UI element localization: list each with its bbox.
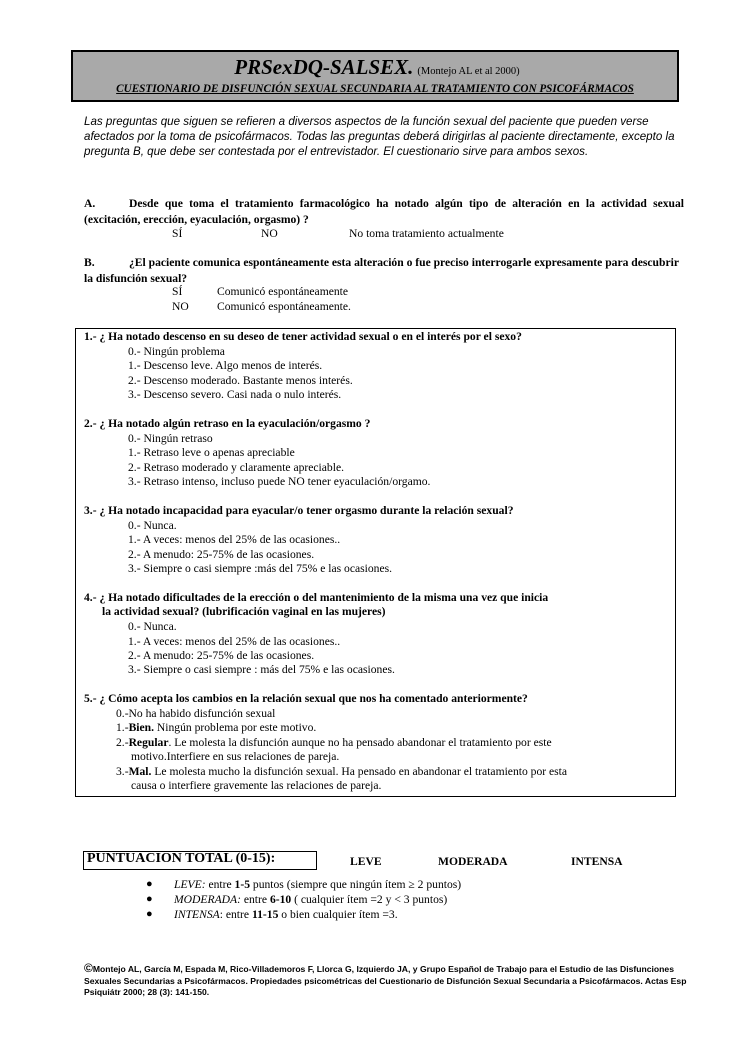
scoring-leve-post: puntos (siempre que ningún ítem ≥ 2 puntos)	[250, 878, 462, 891]
header-subtitle: CUESTIONARIO DE DISFUNCIÓN SEXUAL SECUNDARIA AL TRATAMIENTO CON PSICOFÁRMACOS	[116, 83, 634, 95]
item-5-option-2-number: 2.-	[116, 736, 129, 749]
item-4-option-1[interactable]: 1.- A veces: menos del 25% de las ocasiones..	[128, 635, 341, 648]
question-a-option-no[interactable]: NO	[261, 227, 278, 240]
question-b-option-si-text: Comunicó espontáneamente	[217, 285, 349, 298]
question-a-text: Desde que toma el tratamiento farmacológico ha notado algún tipo de alteración en la actividad sexual (excitación, erección, eyaculación, orgasmo) ?	[84, 197, 684, 226]
item-4-question-cont: la actividad sexual? (lubrificación vaginal en las mujeres)	[102, 605, 386, 618]
item-2-option-0[interactable]: 0.- Ningún retraso	[128, 432, 213, 445]
item-2-option-1[interactable]: 1.- Retraso leve o apenas apreciable	[128, 446, 295, 459]
item-5-option-1-number: 1.-	[116, 721, 129, 734]
title-citation: (Montejo AL et al 2000)	[417, 66, 520, 77]
item-5-option-2-rating: Regular	[128, 736, 169, 749]
item-1-question: 1.- ¿ Ha notado descenso en su deseo de tener actividad sexual o en el interés por el sexo?	[84, 330, 522, 343]
citation	[84, 963, 696, 999]
item-1-option-0[interactable]: 0.- Ningún problema	[128, 345, 225, 358]
item-5-option-0[interactable]: 0.-No ha habido disfunción sexual	[116, 707, 276, 720]
scoring-moderada-range: 6-10	[269, 893, 292, 906]
scoring-moderada	[146, 893, 448, 906]
item-3-option-2[interactable]: 2.- A menudo: 25-75% de las ocasiones.	[128, 548, 315, 561]
bullet-icon: ●	[146, 878, 153, 890]
scoring-intensa-pre: : entre	[219, 908, 252, 921]
scoring-leve-name: LEVE:	[174, 878, 206, 891]
question-a-option-none[interactable]: No toma tratamiento actualmente	[349, 227, 504, 240]
category-leve[interactable]: LEVE	[350, 855, 382, 868]
item-1-option-1[interactable]: 1.- Descenso leve. Algo menos de interés.	[128, 359, 323, 372]
bullet-icon: ●	[146, 908, 153, 920]
item-4-option-3[interactable]: 3.- Siempre o casi siempre : más del 75% e las ocasiones.	[128, 663, 395, 676]
scoring-intensa-post: o bien cualquier ítem =3.	[278, 908, 398, 921]
question-b-option-no-key[interactable]: NO	[172, 300, 189, 313]
copyright-icon: ©	[84, 961, 93, 975]
scoring-intensa	[146, 908, 398, 921]
item-5-option-1-text: Ningún problema por este motivo.	[154, 721, 317, 734]
scoring-leve	[146, 878, 462, 891]
item-5-option-1-rating: Bien.	[128, 721, 155, 734]
item-3-option-3[interactable]: 3.- Siempre o casi siempre :más del 75% e las ocasiones.	[128, 562, 393, 575]
scoring-moderada-name: MODERADA:	[174, 893, 241, 906]
intro-paragraph: Las preguntas que siguen se refieren a diversos aspectos de la función sexual del paciente que pueden verse afectados por la toma de psicofármacos. Todas las preguntas deberá dirigirlas al paciente directamente, excepto la pregunta B, que debe ser contestada por el entrevistador. El cuestionario sirve para ambos sexos.	[84, 115, 675, 158]
item-5-option-2[interactable]	[116, 736, 552, 749]
item-3-option-0[interactable]: 0.- Nunca.	[128, 519, 177, 532]
item-3-question: 3.- ¿ Ha notado incapacidad para eyacular/o tener orgasmo durante la relación sexual?	[84, 504, 514, 517]
question-b-text: ¿El paciente comunica espontáneamente esta alteración o fue preciso interrogarle expresamente para descubrir la disfunción sexual?	[84, 256, 679, 285]
scoring-intensa-name: INTENSA	[174, 908, 220, 921]
item-1-option-2[interactable]: 2.- Descenso moderado. Bastante menos interés.	[128, 374, 353, 387]
item-5-option-3-rating: Mal.	[128, 765, 152, 778]
item-5-option-3[interactable]	[116, 765, 567, 778]
scoring-moderada-post: ( cualquier ítem =2 y < 3 puntos)	[291, 893, 448, 906]
question-b-label: B.	[84, 256, 95, 269]
question-a-label: A.	[84, 197, 96, 210]
total-score-label: PUNTUACION TOTAL (0-15):	[87, 851, 276, 866]
scoring-leve-range: 1-5	[234, 878, 250, 891]
question-a	[84, 196, 684, 228]
item-2-question: 2.- ¿ Ha notado algún retraso en la eyaculación/orgasmo ?	[84, 417, 371, 430]
item-5-question: 5.- ¿ Cómo acepta los cambios en la relación sexual que nos ha comentado anteriormente?	[84, 692, 528, 705]
item-3-option-1[interactable]: 1.- A veces: menos del 25% de las ocasiones..	[128, 533, 341, 546]
item-5-option-1[interactable]	[116, 721, 316, 734]
item-5-option-3-text: Le molesta mucho la disfunción sexual. Ha pensado en abandonar el tratamiento por esta	[151, 765, 568, 778]
item-2-option-3[interactable]: 3.- Retraso intenso, incluso puede NO tener eyaculación/orgamo.	[128, 475, 431, 488]
item-5-option-2-cont: motivo.Interfiere en sus relaciones de pareja.	[131, 750, 340, 763]
scoring-leve-pre: entre	[205, 878, 235, 891]
category-moderada[interactable]: MODERADA	[438, 855, 508, 868]
item-4-question: 4.- ¿ Ha notado dificultades de la erección o del mantenimiento de la misma una vez que inicia	[84, 591, 549, 604]
item-2-option-2[interactable]: 2.- Retraso moderado y claramente apreciable.	[128, 461, 344, 474]
bullet-icon: ●	[146, 893, 153, 905]
question-b-option-no-text: Comunicó espontáneamente.	[217, 300, 351, 313]
scoring-intensa-range: 11-15	[251, 908, 279, 921]
header-title	[73, 55, 681, 80]
item-5-option-3-number: 3.-	[116, 765, 129, 778]
item-4-option-2[interactable]: 2.- A menudo: 25-75% de las ocasiones.	[128, 649, 315, 662]
citation-text: Montejo AL, García M, Espada M, Rico-Villademoros F, Llorca G, Izquierdo JA, y Grupo Español de Trabajo para el Estudio de las Disfunciones Sexuales Secundarias a Psicofármacos. Propiedades psicométricas del Cuestionario de Disfunción Sexual Secundaria a Psicofármacos. Actas Esp Psiquiátr 2000; 28 (3): 141-150.	[84, 964, 687, 997]
question-b-option-si-key[interactable]: SÍ	[172, 285, 183, 298]
question-a-option-si[interactable]: SÍ	[172, 227, 183, 240]
header-banner	[71, 50, 679, 102]
question-b	[84, 255, 684, 287]
item-5-option-2-text: . Le molesta la disfunción aunque no ha pensado abandonar el tratamiento por este	[168, 736, 552, 749]
item-4-option-0[interactable]: 0.- Nunca.	[128, 620, 177, 633]
scoring-moderada-pre: entre	[240, 893, 270, 906]
category-intensa[interactable]: INTENSA	[571, 855, 623, 868]
item-5-option-3-cont: causa o interfiere gravemente las relaciones de pareja.	[131, 779, 382, 792]
questionnaire-title: PRSexDQ-SALSEX.	[234, 55, 414, 79]
item-1-option-3[interactable]: 3.- Descenso severo. Casi nada o nulo interés.	[128, 388, 342, 401]
